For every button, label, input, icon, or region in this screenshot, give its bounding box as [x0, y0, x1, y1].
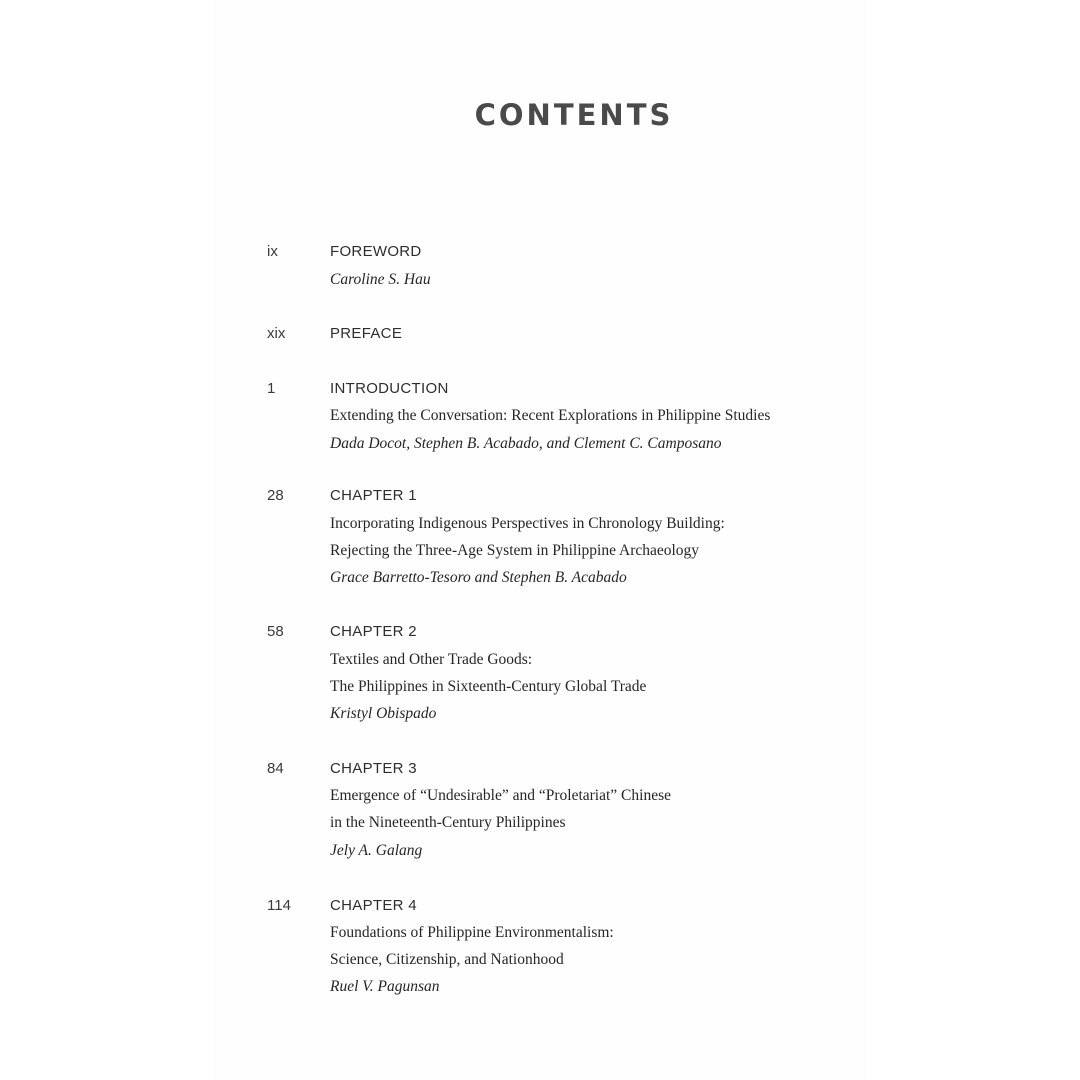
chapter-title-line: The Philippines in Sixteenth-Century Global Trade — [330, 678, 647, 695]
section-label: INTRODUCTION — [330, 380, 449, 397]
chapter-title-line: Science, Citizenship, and Nationhood — [330, 951, 564, 968]
chapter-title-line: in the Nineteenth-Century Philippines — [330, 814, 566, 831]
section-label: PREFACE — [330, 325, 403, 342]
page-number: 28 — [267, 487, 284, 504]
author: Jely A. Galang — [330, 842, 423, 859]
section-label: CHAPTER 4 — [330, 897, 417, 914]
section-label: CHAPTER 2 — [330, 623, 417, 640]
author: Dada Docot, Stephen B. Acabado, and Clement C. Camposano — [330, 435, 722, 452]
chapter-title-line: Emergence of “Undesirable” and “Proletariat” Chinese — [330, 787, 671, 804]
chapter-title-line: Incorporating Indigenous Perspectives in Chronology Building: — [330, 515, 725, 532]
section-label: CHAPTER 1 — [330, 487, 417, 504]
chapter-title-line: Foundations of Philippine Environmentalism: — [330, 924, 614, 941]
author: Caroline S. Hau — [330, 271, 431, 288]
page-number: 58 — [267, 623, 284, 640]
page-number: ix — [267, 243, 278, 260]
author: Kristyl Obispado — [330, 705, 437, 722]
page-title — [0, 98, 1080, 132]
chapter-title-line: Rejecting the Three-Age System in Philippine Archaeology — [330, 542, 700, 559]
page-number: 114 — [267, 897, 291, 914]
chapter-title-line: Textiles and Other Trade Goods: — [330, 651, 533, 668]
page-number: 84 — [267, 760, 284, 777]
page-number: xix — [267, 325, 286, 342]
contents-heading: CONTENTS — [474, 98, 674, 132]
author: Grace Barretto-Tesoro and Stephen B. Acabado — [330, 569, 627, 586]
book-page — [215, 0, 865, 1080]
section-label: CHAPTER 3 — [330, 760, 417, 777]
page-number: 1 — [267, 380, 276, 397]
section-label: FOREWORD — [330, 243, 422, 260]
chapter-title-line: Extending the Conversation: Recent Explorations in Philippine Studies — [330, 407, 771, 424]
author: Ruel V. Pagunsan — [330, 978, 440, 995]
